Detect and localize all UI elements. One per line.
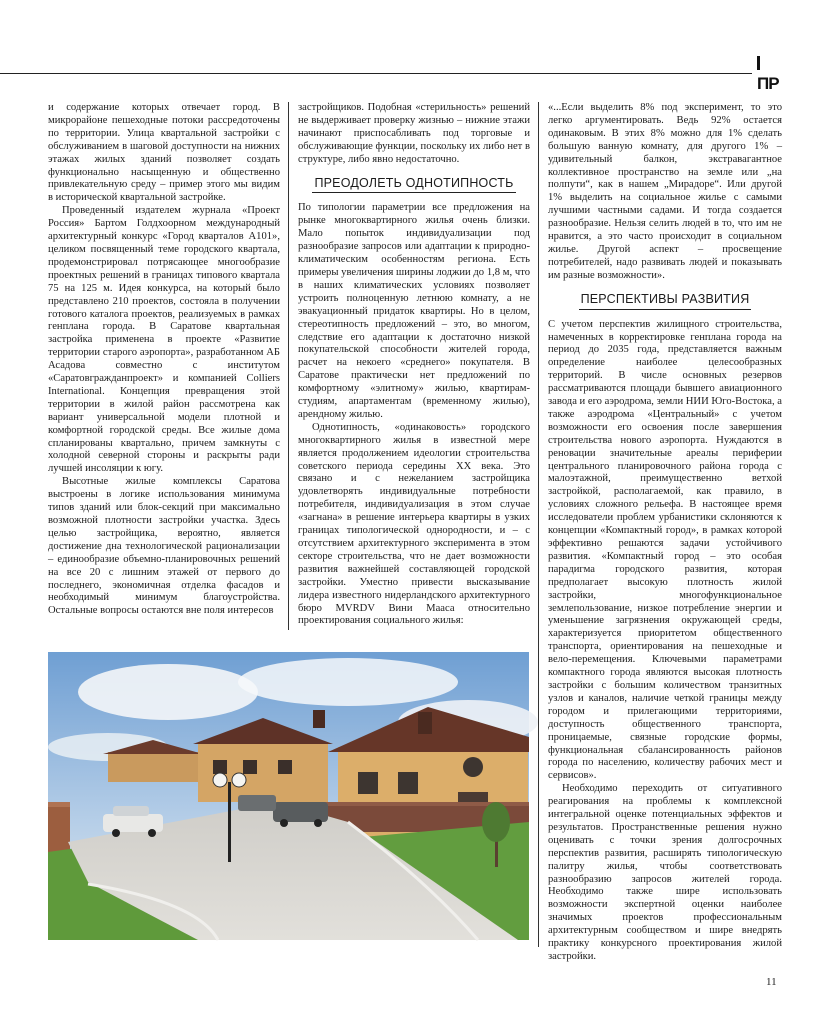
paragraph: С учетом перспектив жилищного строительства, намеченных в корректировке генплана города на период до 2035 года, представляется важным определение наиболее целесообразных территорий. В числе основных резервов рассматриваются площади бывшего авиационного завода и его аэродрома, земли НИИ Юго-Востока, а также аэродрома «Центральный» с учетом возможности его освоения после завершения строительства нового аэропорта. Нуждаются в реновации значительные ареалы периферии центрального планировочного района города с малоэтажной, преимущественно ветхой застройкой, располагаемой, как правило, в условиях сложного рельефа. В настоящее время исследователи проблем урбанистики склоняются к концепции «Компактный город», в рамках которой эффективно решаются задачи устойчивого развития. «Компактный город – это особая парадигма городского развития, которая предполагает высокую плотность жилой застройки, многофункциональное землепользование, низкое потребление энергии и уменьшение загрязнения окружающей среды, характеризуется приоритетом общественного транспорта, ориентирования на пешеходные и вело-перемещения. Ключевыми параметрами компактного города являются высокая плотность застройки с большим количеством транзитных узлов и каналов, наличие четкой границы между городом и прилегающими территориями, доступность общественного транспорта, проницаемые, связные городские формы, функциональная сбалансированность районов города по населению, количеству рабочих мест и сервисов».	[548, 318, 782, 782]
section-heading: ПРЕОДОЛЕТЬ ОДНОТИПНОСТЬ	[312, 175, 515, 194]
paragraph: Необходимо переходить от ситуативного реагирования на проблемы к комплексной интегральной оценке потенциальных эффектов и результатов. Пространственные решения нужно оценивать с точки зрения долгосрочных перспектив развития, расширять типологическую палитру жилья, чтобы соответствовать разнообразию запросов жителей города. Необходимо также шире использовать возможности экспертной оценки наиболее значимых проектов профессиональным архитектурным сообществом и шире внедрять практику конкурсного проектирования жилой застройки.	[548, 783, 782, 962]
paragraph: «...Если выделить 8% под эксперимент, то это легко аргументировать. Ведь 92% остается одинаковым. В этих 8% можно для 1% сделать большую ванную комнату, для другого 1% – удивительный балкон, экстравагантное коллективное пространство на земле или „на полпути“, как в нашем „Мирадоре“. Или другой 1% выделить на социальное жилье с самыми лучшими частными садами. И тогда создается разнообразие. Нельзя селить людей в то, что им не нравится, а это часто происходит в социальном жилье. Другой аспект – просвещение потребителей, надо развивать людей и показывать им разные возможности».	[548, 102, 782, 281]
column-divider	[538, 102, 539, 947]
paragraph: По типологии параметрии все предложения на рынке многоквартирного жилья очень близки. Мало попыток индивидуализации под разнообразие запросов или адаптации к природно-климатическим особенностям региона. Есть примеры увеличения ширины лоджии до 1,8 м, что в наших климатических условиях позволяет устроить полноценную летнюю комнату, а не эвакуационный придаток квартиры. Но в целом, стереотипность предложений – это, во многом, следствие его адаптации к достаточно низкой покупательской способности жителей города, расчет на некоего «среднего» покупателя. В Саратове практически нет предложений по комфортному «элитному» жилью, квартирам-студиям, апартаментам (временному жилью), арендному жилью.	[298, 202, 530, 420]
text-column-1	[48, 102, 280, 630]
street-photo	[48, 652, 529, 940]
text-column-2	[298, 102, 530, 630]
header-rule	[0, 73, 752, 74]
paragraph: застройщиков. Подобная «стерильность» решений не выдерживает проверку жизнью – нижние этажи начинают приспосабливать под торговые и обслуживающие функции, поскольку их либо нет в структуре, либо явно недостаточно.	[298, 102, 530, 165]
page-number: 11	[766, 976, 777, 988]
text-column-3	[548, 102, 782, 962]
section-heading: ПЕРСПЕКТИВЫ РАЗВИТИЯ	[579, 291, 752, 310]
magazine-logo: ПР	[757, 54, 783, 74]
column-divider	[288, 102, 289, 630]
paragraph: Проведенный издателем журнала «Проект Россия» Бартом Голдхоорном международный архитектурный конкурс «Город кварталов А101», целиком посвященный теме городского квартала, продемонстрировал потрясающее многообразие проектных решений в границах типового квартала 75 на 125 м. Идея конкурса, на который было представлено 210 проектов, состояла в получении готового каталога проектов, реализуемых в рамках генплана города. В Саратове квартальная застройка применена в проекте «Развитие территории старого аэропорта», разработанном АБ Асадова совместно с институтом «Саратовгражданпроект» и компанией Colliers International. Концепция превращения этой территории в жилой район рассмотрена как вариант универсальной модели плотной и комфортной городской среды. Все жилые дома спланированы квартально, причем замкнуты с холодной северной стороны и раскрыты ради лучшей инсоляции к югу.	[48, 205, 280, 475]
paragraph: Высотные жилые комплексы Саратова выстроены в логике использования минимума типов зданий или блок-секций при максимально возможной плотности застройки участка. Здесь целью застройщика, вероятно, является достижение дна технологической рационализации – единообразие объемно-планировочных решений на все 20 с лишним этажей от первого до последнего, экономичная отделка фасадов и необходимый минимум благоустройства. Остальные вопросы остаются вне поля интересов	[48, 476, 280, 617]
paragraph: и содержание которых отвечает город. В микрорайоне пешеходные потоки рассредоточены по территории. Улица квартальной застройки с обслуживанием в шаговой доступности на нижних этажах жилых зданий позволяет создать функционально насыщенную и общественно привлекательную среду – пример этого мы видим в исторической квартальной застройке.	[48, 102, 280, 204]
paragraph: Однотипность, «одинаковость» городского многоквартирного жилья в известной мере является продолжением идеологии строительства советского периода середины XX века. Это связано и с нежеланием застройщика удовлетворять индивидуальные потребности потребителя, индивидуализация в этом случае «загнана» в решение интерьера квартиры в узких границах типологической однородности, и – с отсутствием архитектурного эксперимента в этом секторе строительства, что не дает возможности развития важнейшей составляющей городской застройки. Уместно привести высказывание лидера известного нидерландского архитектурного бюро MVRDV Вини Мааса относительно проектирования социального жилья:	[298, 421, 530, 627]
